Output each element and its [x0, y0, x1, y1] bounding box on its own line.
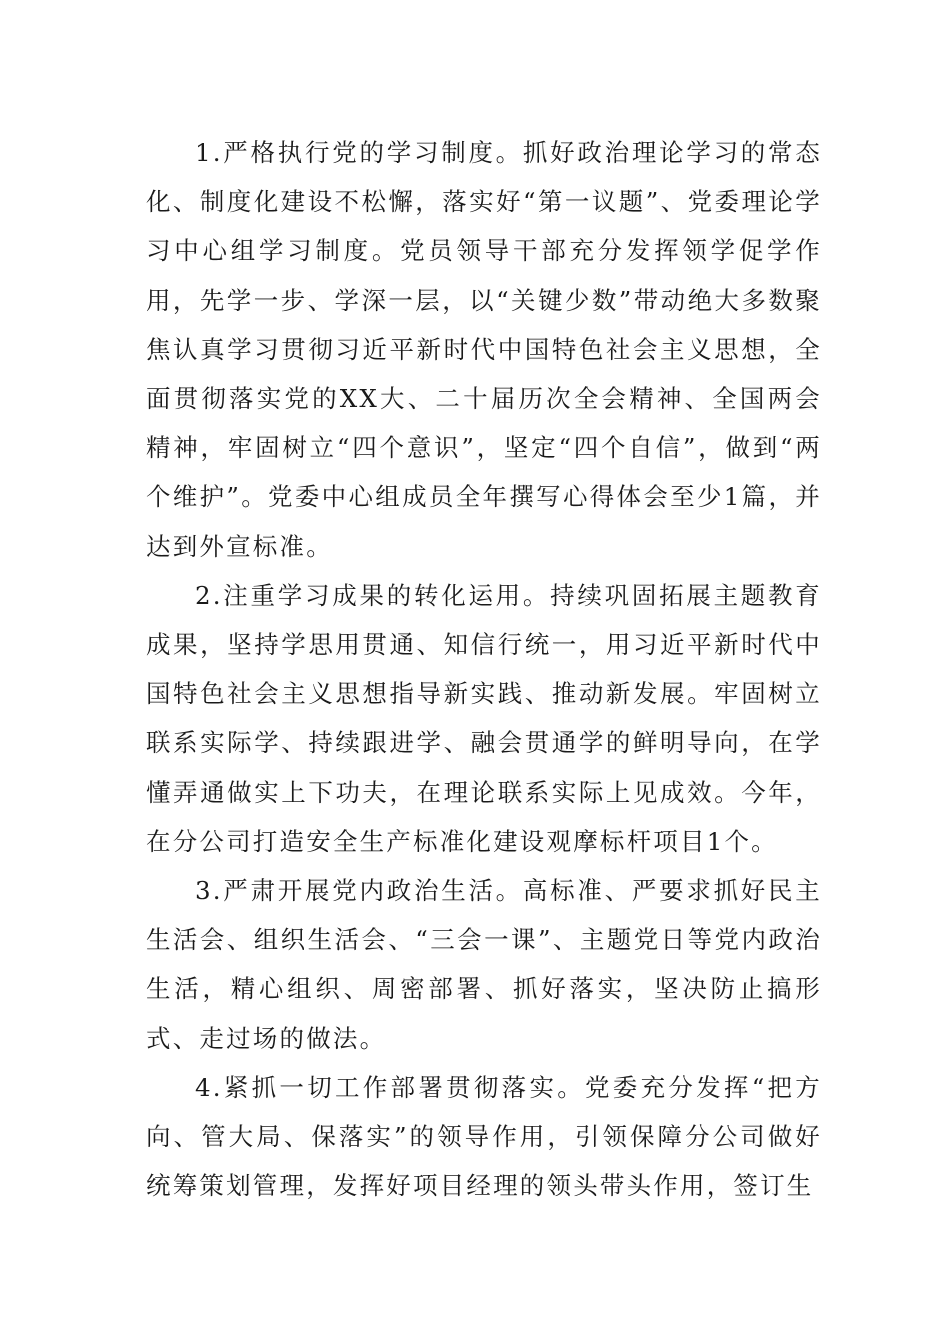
paragraph-3: 3.严肃开展党内政治生活。高标准、严要求抓好民主生活会、组织生活会、“三会一课”、主题党日等党内政治生活，精心组织、周密部署、抓好落实，坚决防止搞形式、走过场的做法。 [146, 876, 822, 1053]
paragraph-2: 2.注重学习成果的转化运用。持续巩固拓展主题教育成果，坚持学思用贯通、知信行统一，用习近平新时代中国特色社会主义思想指导新实践、推动新发展。牢固树立联系实际学、持续跟进学、融会贯通学的鲜明导向，在学懂弄通做实上下功夫，在理论联系实际上见成效。今年，在分公司打造安全生产标准化建设观摩标杆项目1个。 [146, 580, 822, 856]
paragraph-4: 4.紧抓一切工作部署贯彻落实。党委充分发挥“把方向、管大局、保落实”的领导作用，引领保障分公司做好统筹策划管理，发挥好项目经理的领头带头作用，签订生 [146, 1072, 822, 1201]
document-body [146, 128, 822, 1210]
paragraph-1: 1.严格执行党的学习制度。抓好政治理论学习的常态化、制度化建设不松懈，落实好“第一议题”、党委理论学习中心组学习制度。党员领导干部充分发挥领学促学作用，先学一步、学深一层，以“关键少数”带动绝大多数聚焦认真学习贯彻习近平新时代中国特色社会主义思想，全面贯彻落实党的XX大、二十届历次全会精神、全国两会精神，牢固树立“四个意识”，坚定“四个自信”，做到“两个维护”。党委中心组成员全年撰写心得体会至少1篇，并达到外宣标准。 [146, 138, 822, 561]
